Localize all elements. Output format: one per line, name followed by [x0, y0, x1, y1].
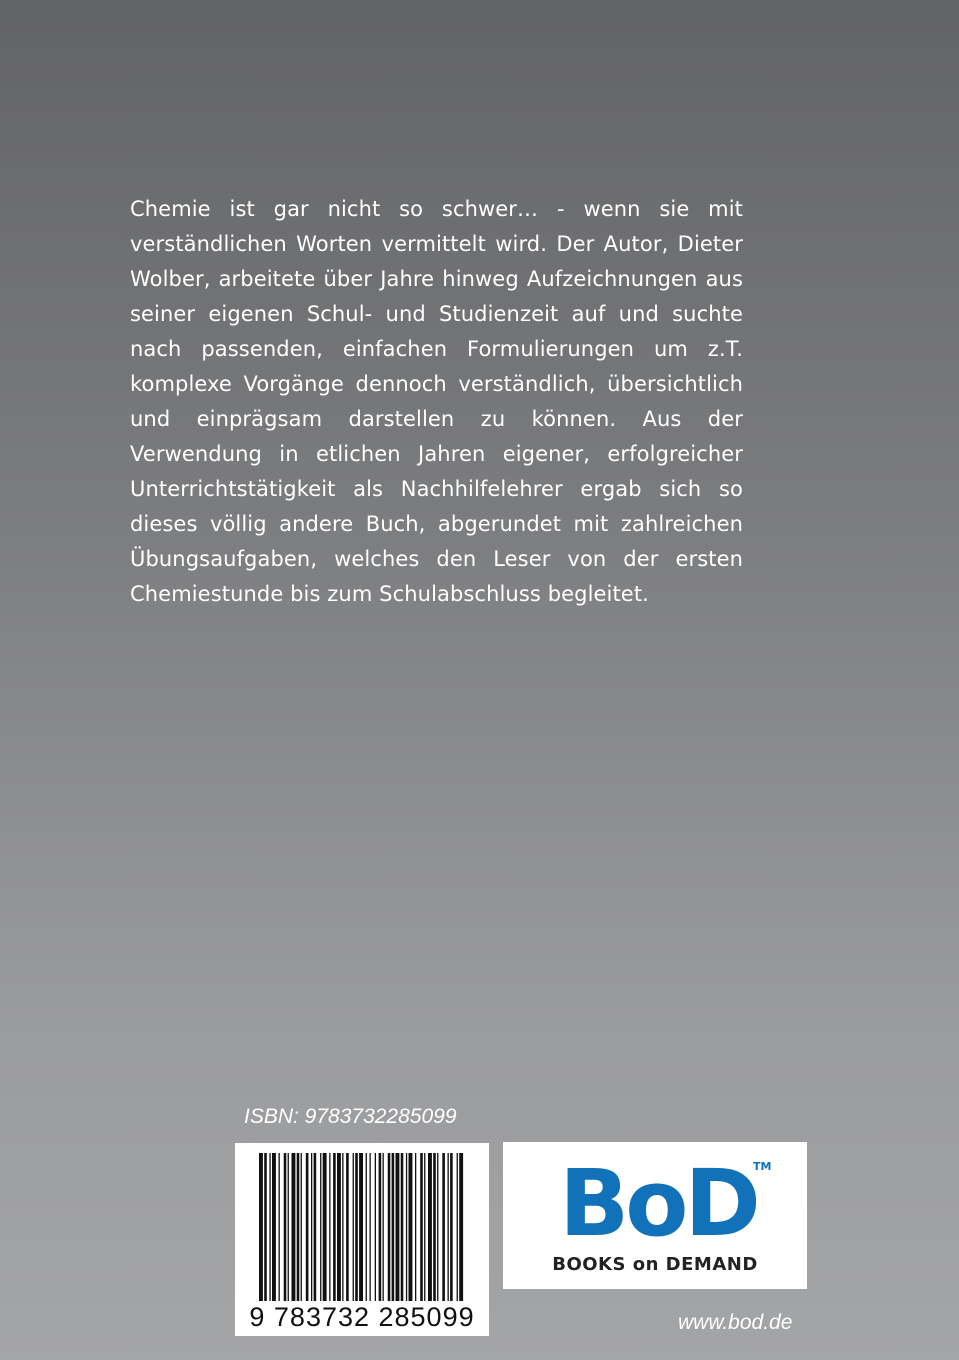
barcode-bar: [269, 1153, 270, 1301]
barcode: [235, 1143, 489, 1336]
barcode-bar: [424, 1153, 425, 1301]
barcode-bar: [388, 1153, 391, 1301]
publisher-website: www.bod.de: [678, 1311, 793, 1334]
barcode-bar: [366, 1153, 367, 1301]
barcode-bar: [442, 1153, 445, 1301]
barcode-bar: [392, 1153, 395, 1301]
barcode-bar: [320, 1153, 321, 1301]
barcode-bar: [401, 1153, 404, 1301]
barcode-bar: [292, 1153, 296, 1301]
publisher-logo-mark: BoD: [559, 1150, 757, 1257]
publisher-logo-tm: TM: [753, 1160, 772, 1173]
barcode-bar: [284, 1153, 287, 1301]
barcode-bar: [288, 1153, 289, 1301]
barcode-bar: [311, 1153, 312, 1301]
barcode-bar: [420, 1153, 423, 1301]
blurb-text: Chemie ist gar nicht so schwer… - wenn sie mit verständlichen Worten vermittelt wird. Der Autor, Dieter Wolber, arbeitete über Jahre hinweg Aufzeichnungen aus seiner eigenen Schul- und Studienzeit auf und suchte nach passenden, einfachen Formulierungen um z.T. komplexe Vorgänge dennoch verständlich, übersichtlich und einprägsam darstellen zu können. Aus der Verwendung in etlichen Jahren eigener, erfolgreicher Unterrichtstätigkeit als Nachhilfelehrer ergab sich so dieses völlig andere Buch, abgerundet mit zahlreichen Übungsaufgaben, welches den Leser von der ersten Chemiestunde bis zum Schulabschluss begleitet.: [130, 197, 743, 606]
barcode-bar: [329, 1153, 330, 1301]
barcode-bar: [359, 1153, 363, 1301]
barcode-bar: [272, 1153, 276, 1301]
barcode-bar: [450, 1153, 453, 1301]
barcode-bar: [457, 1153, 458, 1301]
barcode-bar: [264, 1153, 267, 1301]
barcode-bar: [279, 1153, 280, 1301]
barcode-bar: [379, 1153, 382, 1301]
barcode-bar: [396, 1153, 400, 1301]
barcode-bars: [259, 1153, 465, 1301]
barcode-bar: [433, 1153, 436, 1301]
barcode-bar: [342, 1153, 343, 1301]
barcode-bar: [415, 1153, 416, 1301]
barcode-bar: [355, 1153, 358, 1301]
barcode-bar: [428, 1153, 432, 1301]
barcode-bar: [333, 1153, 336, 1301]
barcode-bar: [448, 1153, 449, 1301]
barcode-bar: [353, 1153, 354, 1301]
barcode-bar: [306, 1153, 309, 1301]
isbn-label: ISBN: 9783732285099: [244, 1105, 457, 1128]
barcode-bar: [301, 1153, 302, 1301]
publisher-tagline: BOOKS on DEMAND: [552, 1254, 758, 1275]
barcode-bar: [383, 1153, 384, 1301]
publisher-logo: [503, 1142, 807, 1289]
barcode-bar: [459, 1153, 463, 1301]
barcode-bar: [346, 1153, 349, 1301]
barcode-bar: [370, 1153, 371, 1301]
barcode-bar: [409, 1153, 413, 1301]
barcode-bar: [259, 1153, 263, 1301]
barcode-bar: [314, 1153, 317, 1301]
barcode-digits: 9 783732 285099: [249, 1302, 475, 1332]
barcode-bar: [406, 1153, 407, 1301]
barcode-bar: [323, 1153, 327, 1301]
barcode-bar: [437, 1153, 438, 1301]
barcode-bar: [375, 1153, 376, 1301]
barcode-bar: [337, 1153, 341, 1301]
barcode-bar: [297, 1153, 300, 1301]
